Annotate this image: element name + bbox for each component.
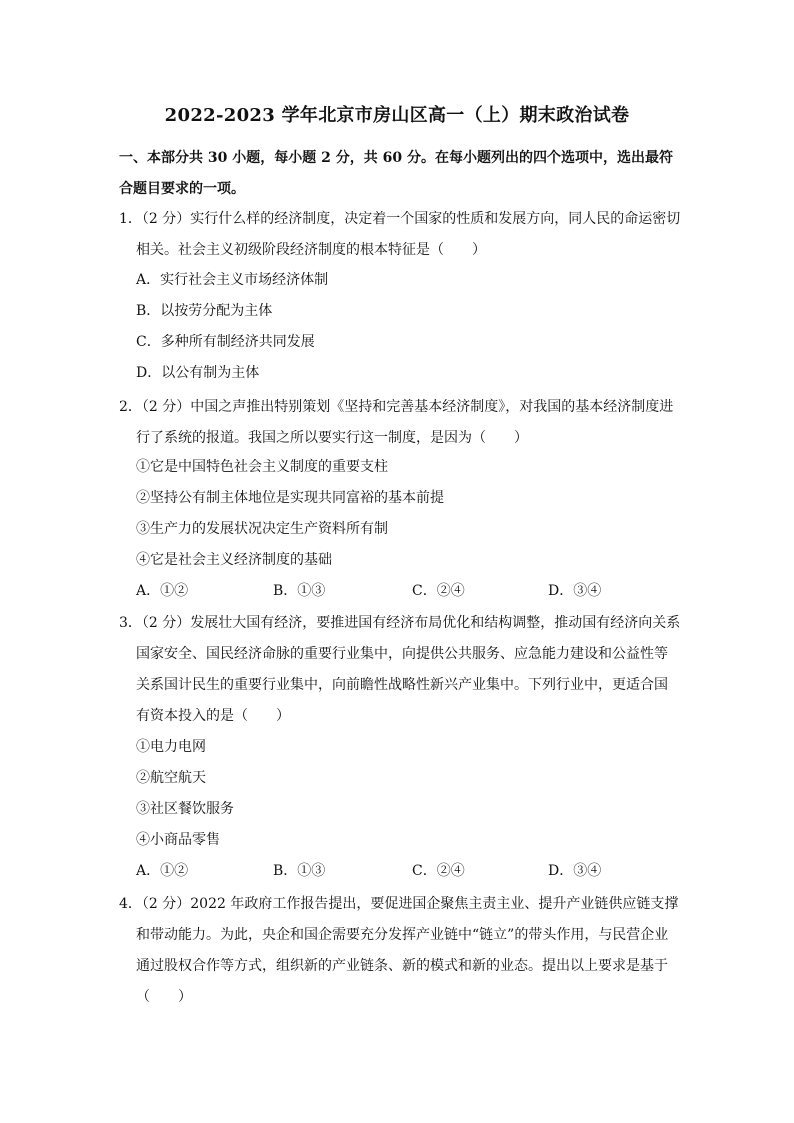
question-text: （2 分）中国之声推出特别策划《坚持和完善基本经济制度》，对我国的基本经济制度进行了系统的报道。我国之所以要实行这一制度，是因为（ ） xyxy=(136,399,674,446)
option-c: C．②④ xyxy=(412,863,465,879)
statement-3: ③生产力的发展状况决定生产资料所有制 xyxy=(136,521,388,537)
option-b: B．以按劳分配为主体 xyxy=(136,303,273,319)
question-number: 2． xyxy=(119,399,142,415)
question-number: 4． xyxy=(119,896,142,912)
statement-2: ②坚持公有制主体地位是实现共同富裕的基本前提 xyxy=(136,490,444,506)
statement-2: ②航空航天 xyxy=(136,770,206,786)
option-c: C．②④ xyxy=(412,583,465,599)
section-instructions: 一、本部分共 30 小题，每小题 2 分，共 60 分。在每小题列出的四个选项中，选出最符合题目要求的一项。 xyxy=(119,150,673,197)
option-a: A．①② xyxy=(136,583,189,599)
option-b: B．①③ xyxy=(273,863,326,879)
question-number: 3． xyxy=(119,615,142,631)
option-a: A．①② xyxy=(136,863,189,879)
question-1 xyxy=(119,204,681,266)
question-number: 1． xyxy=(119,211,142,227)
question-4 xyxy=(119,889,681,1013)
statement-3: ③社区餐饮服务 xyxy=(136,801,234,817)
question-text: （2 分）2022 年政府工作报告提出，要促进国企聚焦主责主业、提升产业链供应链支撑和带动能力。为此，央企和国企需要充分发挥产业链中“链立”的带头作用，与民营企业通过股权合作等方式，组织新的产业链条、新的模式和新的业态。提出以上要求是基于（ ） xyxy=(136,896,679,1005)
question-text: （2 分）实行什么样的经济制度，决定着一个国家的性质和发展方向，同人民的命运密切相关。社会主义初级阶段经济制度的根本特征是（ ） xyxy=(136,211,681,258)
option-b: B．①③ xyxy=(273,583,326,599)
option-c: C．多种所有制经济共同发展 xyxy=(136,334,315,350)
option-d: D．③④ xyxy=(548,583,602,599)
question-2 xyxy=(119,392,681,454)
statement-4: ④小商品零售 xyxy=(136,832,220,848)
option-d: D．以公有制为主体 xyxy=(136,365,260,381)
option-a: A．实行社会主义市场经济体制 xyxy=(136,272,329,288)
option-d: D．③④ xyxy=(548,863,602,879)
statement-1: ①它是中国特色社会主义制度的重要支柱 xyxy=(136,459,388,475)
statement-1: ①电力电网 xyxy=(136,739,206,755)
question-3 xyxy=(119,608,681,732)
statement-4: ④它是社会主义经济制度的基础 xyxy=(136,552,332,568)
question-text: （2 分）发展壮大国有经济，要推进国有经济布局优化和结构调整，推动国有经济向关系国家安全、国民经济命脉的重要行业集中，向提供公共服务、应急能力建设和公益性等关系国计民生的重要行业集中，向前瞻性战略性新兴产业集中。下列行业中，更适合国有资本投入的是（ ） xyxy=(136,615,681,724)
page-title: 2022-2023 学年北京市房山区高一（上）期末政治试卷 xyxy=(164,105,630,126)
